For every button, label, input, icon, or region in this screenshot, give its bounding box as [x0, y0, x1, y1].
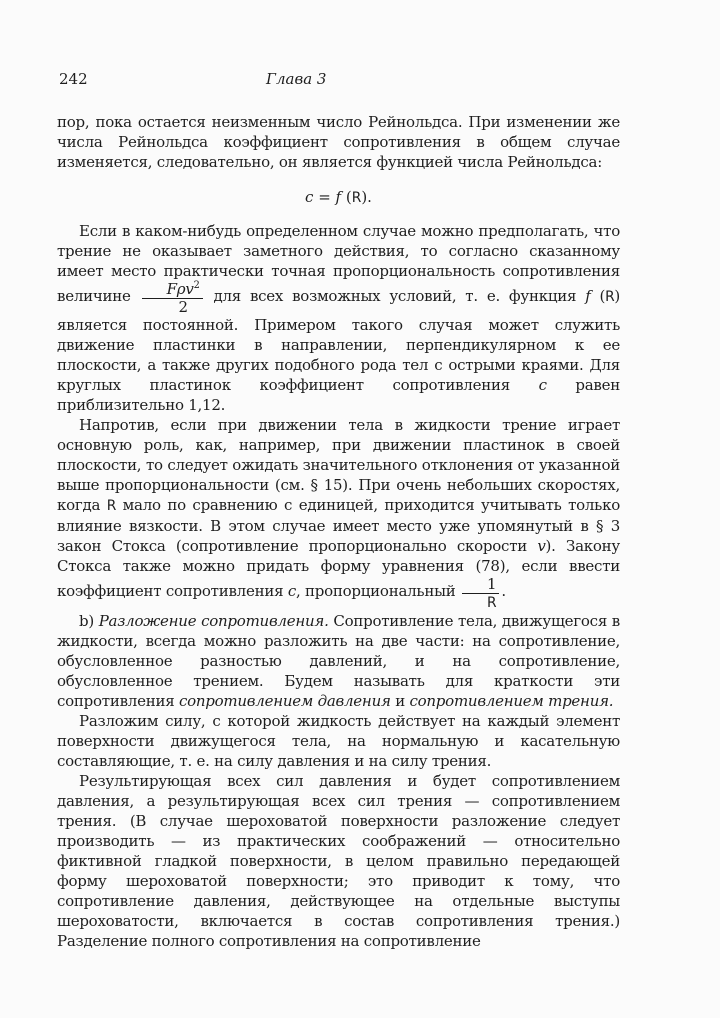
fraction-denominator: [462, 593, 499, 611]
inline-fraction: [462, 576, 499, 611]
text-segment: Разложение сопротивления.: [98, 611, 329, 630]
inline-fraction: [142, 281, 203, 315]
text-segment: 1: [487, 575, 497, 593]
paragraph-force-components: [57, 711, 620, 771]
text-segment: R: [351, 190, 362, 206]
text-segment: мало по сравнению с единицей, приходится учитывать только влияние вязкости. В этом случае имеет место уже упомянутый в § 3 закон Стокса (сопротивление пропорционально скорости: [57, 496, 621, 555]
text-segment: c: [538, 376, 547, 394]
text-segment: v: [537, 537, 546, 555]
text-segment: f: [585, 287, 591, 305]
text-segment: Если в каком-нибудь определенном случае можно предполагать, что трение не оказывает заметного действия, то согласно сказанному имеет место практически точная пропорциональность сопротивления величине: [57, 222, 620, 305]
paragraph-reynolds-function: [57, 112, 620, 172]
text-segment: b): [79, 611, 99, 630]
paragraph-resultants: [57, 771, 620, 951]
text-segment: f: [335, 188, 342, 206]
text-segment: и: [390, 691, 410, 710]
text-segment: равен приблизительно 1,12.: [57, 376, 620, 414]
text-segment: ).: [361, 188, 372, 206]
text-segment: .: [501, 582, 506, 600]
paragraph-stokes-law: [57, 415, 620, 611]
text-segment: сопротивлением трения.: [409, 691, 614, 710]
text-segment: Разложим силу, с которой жидкость действует на каждый элемент поверхности движущегося тела, на нормальную и касательную составляющие, т. е. на силу давления и на силу трения.: [57, 711, 620, 770]
paragraph-friction-negligible: [57, 221, 620, 415]
text-segment: c: [305, 188, 314, 206]
text-segment: c: [287, 582, 296, 600]
text-segment: R: [605, 289, 615, 305]
chapter-title: Глава 3: [266, 70, 327, 88]
text-segment: =: [313, 188, 336, 206]
text-segment: Результирующая всех сил давления и будет сопротивлением давления, а результирующая всех сил трения — сопротивлением трения. (В случае шероховатой поверхности разложение следует производить — из практических соображений — относительно фиктивной гладкой поверхности, в целом правильно передающей форму шероховатой поверхности; это приводит к тому, что сопротивление давления, действующее на отдельные выступы шероховатости, включается в состав сопротивления трения.) Разделение полного сопротивления на сопротивление: [57, 771, 620, 950]
fraction-denominator: [142, 298, 203, 316]
text-segment: ) является постоянной. Примером такого случая может служить движение пластинки в направлении, перпендикулярном к ее плоскости, а также других подобного рода тел с острыми краями. Для круглых пластинок коэффициент сопротивления: [57, 287, 621, 394]
text-segment: сопротивлением давления: [178, 691, 391, 710]
text-segment: 2: [178, 297, 188, 316]
text-segment: Сопротивление тела, движущегося в жидкости, всегда можно разложить на две части: на сопротивление, обусловленное разностью давлений, и на сопротивление, обусловленное трением. Будем называть для краткости эти сопротивления: [57, 611, 620, 710]
text-segment: v: [185, 280, 194, 298]
text-column: [57, 70, 620, 951]
text-segment: R: [487, 594, 497, 611]
page-number: 242: [59, 70, 88, 88]
running-header: [57, 70, 620, 92]
text-segment: (: [341, 188, 352, 206]
fraction-numerator: [462, 576, 499, 593]
text-segment: ρ: [176, 280, 186, 298]
text-segment: R: [106, 498, 117, 514]
text-segment: пор, пока остается неизменным число Рейнольдса. При изменении же числа Рейнольдса коэффициент сопротивления в общем случае изменяется, следовательно, он является функцией числа Рейнольдса:: [57, 113, 620, 171]
text-segment: Напротив, если при движении тела в жидкости трение играет основную роль, как, например, при движении пластинок в своей плоскости, то следует ожидать значительного отклонения от указанной выше пропорциональности (см. § 15). При очень небольших скоростях, когда: [57, 416, 620, 514]
text-segment: ). Закону Стокса также можно придать форму уравнения (78), если ввести коэффициент сопротивления: [57, 537, 621, 600]
text-segment: для всех возможных условий, т. е. функция: [204, 287, 586, 305]
paragraph-drag-decomposition: [57, 611, 620, 711]
text-segment: , пропорциональный: [295, 582, 461, 600]
text-segment: F: [166, 280, 177, 298]
text-segment: (: [590, 287, 606, 305]
text-segment: 2: [193, 280, 200, 291]
fraction-numerator: [142, 281, 203, 298]
display-formula: [57, 187, 620, 208]
